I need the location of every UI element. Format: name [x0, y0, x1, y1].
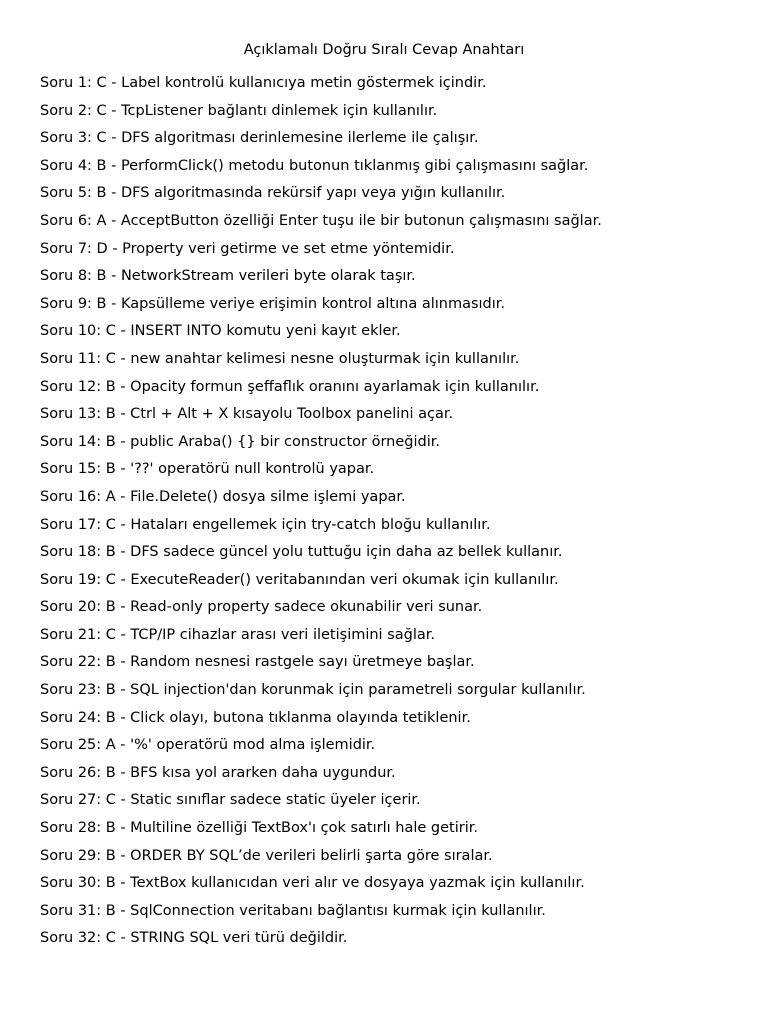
answer-item-13: Soru 13: B - Ctrl + Alt + X kısayolu Toolbox panelini açar.: [40, 406, 454, 423]
answer-item-14: Soru 14: B - public Araba() {} bir constructor örneğidir.: [40, 433, 440, 450]
answer-item-31: Soru 31: B - SqlConnection veritabanı bağlantısı kurmak için kullanılır.: [40, 902, 546, 919]
answer-item-25: Soru 25: A - '%' operatörü mod alma işlemidir.: [40, 737, 376, 754]
answer-item-21: Soru 21: C - TCP/IP cihazlar arası veri iletişimini sağlar.: [40, 626, 435, 643]
answer-item-9: Soru 9: B - Kapsülleme veriye erişimin kontrol altına alınmasıdır.: [40, 295, 506, 312]
answer-item-5: Soru 5: B - DFS algoritmasında rekürsif yapı veya yığın kullanılır.: [40, 185, 506, 202]
answer-item-12: Soru 12: B - Opacity formun şeffaflık oranını ayarlamak için kullanılır.: [40, 378, 540, 395]
answer-item-10: Soru 10: C - INSERT INTO komutu yeni kayıt ekler.: [40, 323, 401, 340]
answer-item-27: Soru 27: C - Static sınıflar sadece static üyeler içerir.: [40, 792, 421, 809]
answer-item-29: Soru 29: B - ORDER BY SQL’de verileri belirli şarta göre sıralar.: [40, 847, 493, 864]
answer-item-8: Soru 8: B - NetworkStream verileri byte olarak taşır.: [40, 268, 416, 285]
answer-item-22: Soru 22: B - Random nesnesi rastgele sayı üretmeye başlar.: [40, 654, 475, 671]
answer-item-18: Soru 18: B - DFS sadece güncel yolu tuttuğu için daha az bellek kullanır.: [40, 544, 563, 561]
answer-item-3: Soru 3: C - DFS algoritması derinlemesine ilerleme ile çalışır.: [40, 130, 479, 147]
answer-item-17: Soru 17: C - Hataları engellemek için try-catch bloğu kullanılır.: [40, 516, 491, 533]
answer-item-1: Soru 1: C - Label kontrolü kullanıcıya metin göstermek içindir.: [40, 75, 487, 91]
answer-item-20: Soru 20: B - Read-only property sadece okunabilir veri sunar.: [40, 599, 483, 616]
answer-item-23: Soru 23: B - SQL injection'dan korunmak için parametreli sorgular kullanılır.: [40, 682, 586, 699]
answer-item-32: Soru 32: C - STRING SQL veri türü değildir.: [40, 930, 348, 947]
answer-item-28: Soru 28: B - Multiline özelliği TextBox'ı çok satırlı hale getirir.: [40, 820, 478, 837]
answer-item-2: Soru 2: C - TcpListener bağlantı dinlemek için kullanılır.: [40, 102, 438, 119]
answer-item-11: Soru 11: C - new anahtar kelimesi nesne oluşturmak için kullanılır.: [40, 350, 520, 367]
answer-item-6: Soru 6: A - AcceptButton özelliği Enter tuşu ile bir butonun çalışmasını sağlar.: [40, 212, 602, 229]
answer-item-16: Soru 16: A - File.Delete() dosya silme işlemi yapar.: [40, 488, 406, 505]
answer-item-26: Soru 26: B - BFS kısa yol ararken daha uygundur.: [40, 764, 396, 781]
answer-item-30: Soru 30: B - TextBox kullanıcıdan veri alır ve dosyaya yazmak için kullanılır.: [40, 875, 585, 892]
answer-list: [40, 70, 750, 953]
document-title: Açıklamalı Doğru Sıralı Cevap Anahtarı: [243, 42, 525, 58]
answer-item-7: Soru 7: D - Property veri getirme ve set etme yöntemidir.: [40, 240, 455, 257]
answer-item-24: Soru 24: B - Click olayı, butona tıklanma olayında tetiklenir.: [40, 709, 471, 726]
answer-item-15: Soru 15: B - '??' operatörü null kontrolü yapar.: [40, 461, 375, 478]
answer-item-4: Soru 4: B - PerformClick() metodu butonun tıklanmış gibi çalışmasını sağlar.: [40, 157, 589, 174]
answer-item-19: Soru 19: C - ExecuteReader() veritabanından veri okumak için kullanılır.: [40, 571, 559, 588]
